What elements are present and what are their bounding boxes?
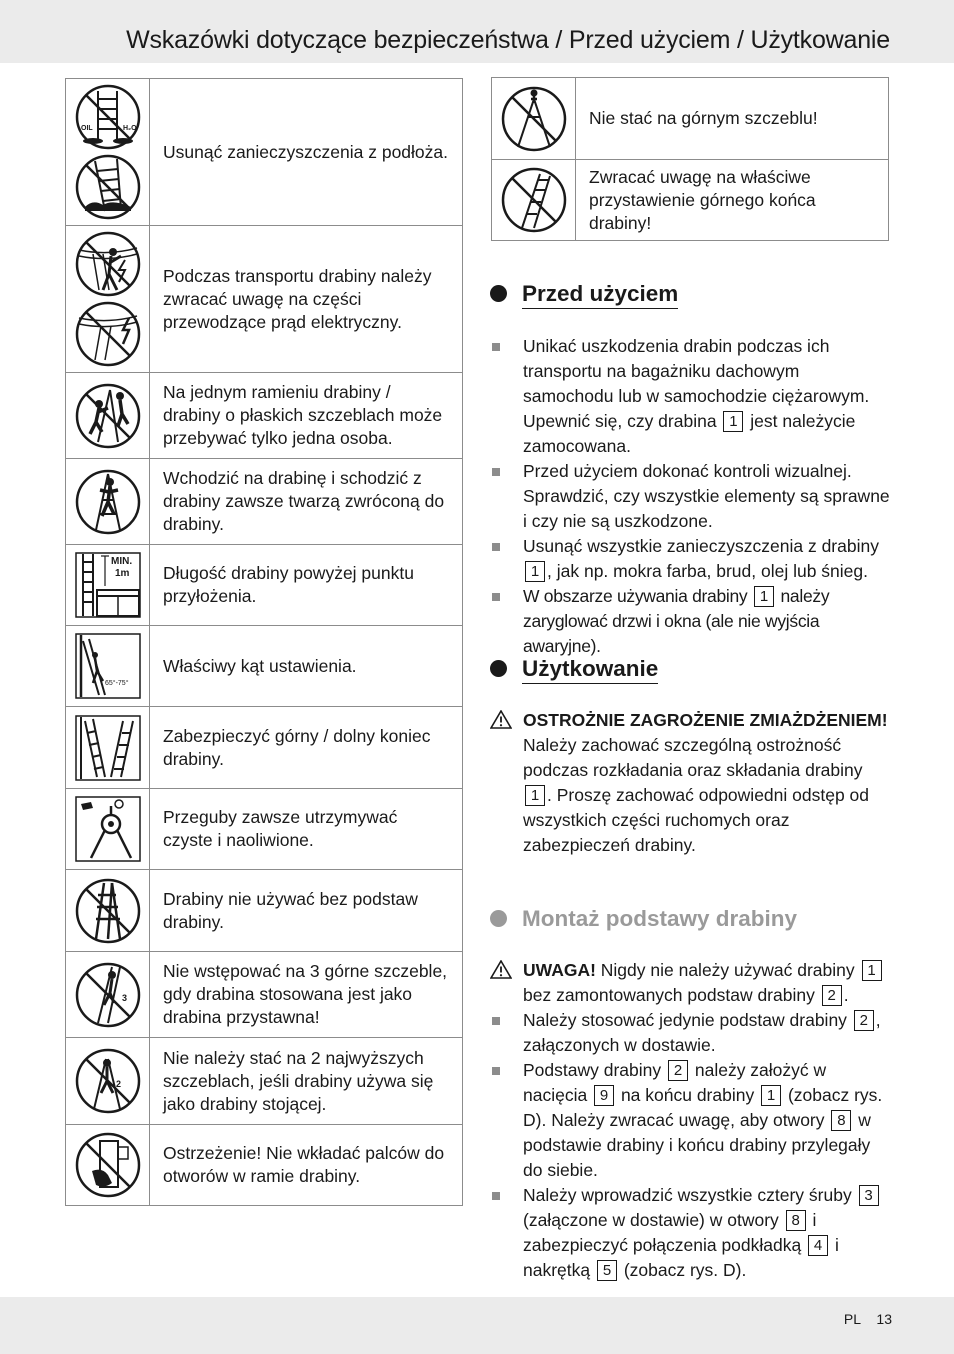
face-ladder-icon	[74, 468, 142, 536]
row-text: Ostrzeżenie! Nie wkładać palców do otworów w ramie drabiny.	[150, 1125, 463, 1206]
table-row	[66, 707, 463, 789]
svg-text:OIL: OIL	[80, 125, 93, 132]
icon-cell	[66, 459, 150, 545]
svg-text:2: 2	[115, 1079, 121, 1089]
footer-page-num: 13	[876, 1311, 892, 1327]
table-row	[66, 79, 463, 226]
icon-cell	[66, 707, 150, 789]
row-text: Długość drabiny powyżej punktu przyłożenia.	[150, 545, 463, 626]
no-top-2-rungs-icon	[74, 1047, 142, 1115]
list-item: Należy wprowadzić wszystkie cztery śruby 3 (załączone w dostawie) w otwory 8 i zabezpieczyć połączenia podkładką 4 i nakrętką 5 (zobacz rys. D).	[490, 1183, 890, 1283]
footer-lang: PL	[843, 1311, 861, 1327]
row-text: Podczas transportu drabiny należy zwracać uwagę na części przewodzące prąd elektryczny.	[150, 226, 463, 373]
part-ref: 1	[525, 785, 545, 806]
part-ref: 1	[754, 586, 774, 607]
row-text: Nie stać na górnym szczeblu!	[576, 78, 889, 160]
warning-triangle-icon	[490, 960, 512, 979]
table-row	[66, 1125, 463, 1206]
icon-cell	[66, 226, 150, 373]
list-item: Należy stosować jedynie podstaw drabiny 2 , załączonych w dostawie.	[490, 1008, 890, 1058]
table-row	[66, 545, 463, 626]
icon-cell	[66, 1038, 150, 1125]
square-bullet-icon	[492, 468, 500, 476]
przed-list	[490, 334, 890, 659]
table-row	[66, 626, 463, 707]
part-ref: 2	[822, 985, 842, 1006]
safety-table-right	[491, 77, 889, 241]
icon-cell	[66, 545, 150, 626]
section-heading-przed	[490, 281, 678, 307]
icon-cell	[66, 1125, 150, 1206]
no-without-feet-icon	[74, 877, 142, 945]
row-text: Zwracać uwagę na właściwe przystawienie górnego końca drabiny!	[576, 160, 889, 241]
part-ref: 4	[808, 1235, 828, 1256]
row-text: Wchodzić na drabinę i schodzić z drabiny zawsze twarzą zwróconą do drabiny.	[150, 459, 463, 545]
svg-text:1m: 1m	[114, 568, 129, 579]
row-text: Właściwy kąt ustawienia.	[150, 626, 463, 707]
row-text: Usunąć zanieczyszczenia z podłoża.	[150, 79, 463, 226]
oil-joints-icon	[75, 796, 141, 862]
list-item: W obszarze używania drabiny 1 należy zaryglować drzwi i okna (ale nie wyjścia awaryjne).	[490, 584, 890, 659]
no-slippery-ground-icon	[73, 83, 143, 221]
safety-table-left	[65, 78, 463, 1206]
row-text: Nie należy stać na 2 najwyższych szczeblach, jeśli drabiny używa się jako drabiny stojącej.	[150, 1038, 463, 1125]
square-bullet-icon	[492, 543, 500, 551]
table-row	[66, 952, 463, 1038]
icon-cell	[492, 78, 576, 160]
part-ref: 9	[594, 1085, 614, 1106]
section-heading-montaz	[490, 906, 797, 932]
square-bullet-icon	[492, 343, 500, 351]
icon-cell	[66, 626, 150, 707]
svg-text:H₂O: H₂O	[122, 125, 137, 132]
no-top-3-rungs-icon	[74, 961, 142, 1029]
list-item: Usunąć wszystkie zanieczyszczenia z drabiny 1 , jak np. mokra farba, brud, olej lub śnieg.	[490, 534, 890, 584]
part-ref: 2	[854, 1010, 874, 1031]
table-row	[66, 459, 463, 545]
warning-item: UWAGA! Nigdy nie należy używać drabiny 1 bez zamontowanych podstaw drabiny 2 .	[490, 958, 890, 1008]
warning-caps: OSTROŻNIE ZAGROŻENIE ZMIAŻDŻENIEM!	[523, 710, 888, 730]
section-heading-text: Przed użyciem	[522, 281, 678, 309]
square-bullet-icon	[492, 593, 500, 601]
secure-ends-icon	[75, 715, 141, 781]
icon-cell	[66, 789, 150, 870]
list-item: Podstawy drabiny 2 należy założyć w nacięcia 9 na końcu drabiny 1 (zobacz rys. D). Należy zwracać uwagę, aby otwory 8 w podstawie drabiny i końcu drabiny przylegały do siebie.	[490, 1058, 890, 1183]
svg-text:MIN.: MIN.	[110, 556, 132, 567]
section-heading-uzytkowanie	[490, 656, 658, 682]
part-ref: 1	[723, 411, 743, 432]
part-ref: 8	[786, 1210, 806, 1231]
row-text: Nie wstępować na 3 górne szczeble, gdy drabina stosowana jest jako drabina przystawna!	[150, 952, 463, 1038]
heading-bullet-icon	[490, 285, 507, 302]
table-row	[66, 226, 463, 373]
page-title: Wskazówki dotyczące bezpieczeństwa / Przed użyciem / Użytkowanie	[126, 26, 890, 54]
row-text: Przeguby zawsze utrzymywać czyste i naoliwione.	[150, 789, 463, 870]
section-heading-text: Montaż podstawy drabiny	[522, 906, 798, 931]
svg-text:3: 3	[121, 992, 127, 1003]
square-bullet-icon	[492, 1017, 500, 1025]
uzytkowanie-warning	[490, 708, 890, 858]
table-row	[66, 870, 463, 952]
table-row	[66, 1038, 463, 1125]
page-header	[0, 0, 954, 63]
heading-bullet-icon	[490, 910, 507, 927]
row-text: Na jednym ramieniu drabiny / drabiny o płaskich szczeblach może przebywać tylko jedna osoba.	[150, 373, 463, 459]
table-row	[492, 160, 889, 241]
list-item: Przed użyciem dokonać kontroli wizualnej. Sprawdzić, czy wszystkie elementy są sprawne i czy nie są uszkodzone.	[490, 459, 890, 534]
part-ref: 3	[859, 1185, 879, 1206]
square-bullet-icon	[492, 1192, 500, 1200]
section-heading-text: Użytkowanie	[522, 656, 658, 684]
part-ref: 1	[761, 1085, 781, 1106]
one-person-only-icon	[74, 382, 142, 450]
part-ref: 2	[668, 1060, 688, 1081]
warning-triangle-icon	[490, 710, 512, 729]
table-row	[492, 78, 889, 160]
heading-bullet-icon	[490, 660, 507, 677]
table-row	[66, 373, 463, 459]
warning-item: OSTROŻNIE ZAGROŻENIE ZMIAŻDŻENIEM! Należy zachować szczególną ostrożność podczas rozkładania oraz składania drabiny 1 . Proszę zachować odpowiedni odstęp od wszystkich części ruchomych oraz zabezpieczeń drabiny.	[490, 708, 890, 858]
no-top-step-icon	[500, 85, 568, 153]
no-wrong-top-support-icon	[500, 166, 568, 234]
row-text: Drabiny nie używać bez podstaw drabiny.	[150, 870, 463, 952]
list-item: Unikać uszkodzenia drabin podczas ich transportu na bagażniku dachowym samochodu lub w samochodzie ciężarowym. Upewnić się, czy drabina 1 jest należycie zamocowana.	[490, 334, 890, 459]
icon-cell	[66, 79, 150, 226]
table-row	[66, 789, 463, 870]
page-footer	[0, 1297, 954, 1354]
icon-cell	[66, 373, 150, 459]
part-ref: 5	[597, 1260, 617, 1281]
icon-cell	[66, 952, 150, 1038]
part-ref: 1	[525, 561, 545, 582]
page-number	[844, 1311, 892, 1327]
square-bullet-icon	[492, 1067, 500, 1075]
svg-text:65°-75°: 65°-75°	[104, 680, 129, 687]
part-ref: 1	[862, 960, 882, 981]
no-fingers-icon	[74, 1131, 142, 1199]
warning-caps: UWAGA!	[523, 960, 596, 980]
no-power-lines-icon	[73, 230, 143, 368]
icon-cell	[66, 870, 150, 952]
montaz-list	[490, 958, 890, 1283]
min-extension-icon	[75, 552, 141, 618]
angle-icon	[75, 633, 141, 699]
row-text: Zabezpieczyć górny / dolny koniec drabiny.	[150, 707, 463, 789]
part-ref: 8	[831, 1110, 851, 1131]
icon-cell	[492, 160, 576, 241]
